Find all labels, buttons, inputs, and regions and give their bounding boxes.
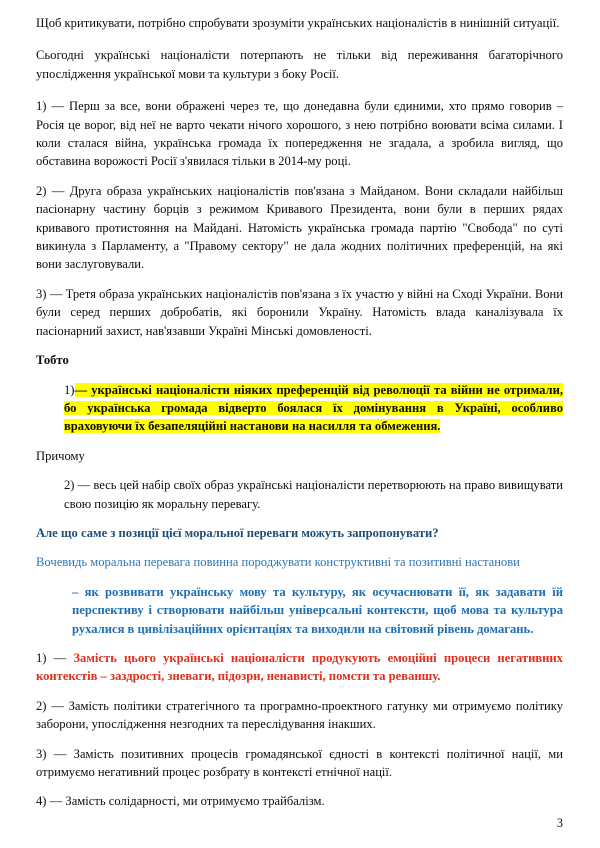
highlighted-statement <box>64 381 563 436</box>
red-statement-number: 1) — <box>36 650 74 665</box>
paragraph-item-2b: 2) — весь цей набір своїх образ українські націоналісти перетворюють на право вивищувати свою позицію як моральну перевагу. <box>64 478 563 511</box>
highlighted-statement-text: — українські націоналісти ніяких преференцій від революції та війни не отримали, бо українська громада відверто боялася їх домінування в Україні, особливо враховуючи їх безапеляційні настанови на насилля та обмеження. <box>64 382 563 434</box>
paragraph-final-2: 2) — Замість політики стратегічного та програмно-проектного гатунку ми отримуємо політику заборони, упослідження незгодних та переслідування інакших. <box>36 698 563 732</box>
highlighted-statement-number: 1) <box>64 382 75 397</box>
paragraph-final-4: 4) — Замість солідарності, ми отримуємо трайбалізм. <box>36 794 325 809</box>
blue-statement: Вочевидь моральна перевага повинна породжувати конструктивні та позитивні настанови <box>36 555 520 570</box>
red-statement-text: Замість цього українські націоналісти продукують емоційні процеси негативних контекстів – заздрості, зневаги, підозри, ненависті, помсти та реваншу. <box>36 650 563 684</box>
paragraph-item-3: 3) — Третя образа українських націоналістів пов'язана з їх участю у війні на Сході України. Вони були серед перших добробатів, які боронили Україну. Натомість влада каналізувала їх пасіонарний захист, нав'язавши Україні Мінські домовленості. <box>36 286 563 338</box>
page-number: 3 <box>556 816 563 830</box>
blue-indented-block: – як розвивати українську мову та культуру, як осучаснювати її, як задавати їй перспективу і створювати найбільш універсальні контексти, щоб мова та культура рухалися в цивілізаційних орієнтаціях та виходили на світовий рівень домагань. <box>72 584 563 636</box>
paragraph-item-1: 1) — Перш за все, вони ображені через те, що донедавна були єдиними, хто прямо говорив – Росія це ворог, від неї не варто чекати нічого хорошого, з нею потрібно воювати всіма силами. І коли сталася війна, українська громада їх попередження не згадала, а зробила вигляд, що обставина ворожості Росії з'явилася тільки в 2014-му році. <box>36 99 563 169</box>
blue-question: Але що саме з позиції цієї моральної переваги можуть запропонувати? <box>36 525 439 540</box>
paragraph-item-2: 2) — Друга образа українських націоналістів пов'язана з Майданом. Вони складали найбільш пасіонарну частину борців з режимом Кривавого Президента, вони були в перших рядах кривавого протистояння на Майдані. Натомість українська громада партію "Свобода" по суті викинула з Парламенту, а "Правому сектору" не дала жодних політичних преференцій, на які вони заслуговували. <box>36 183 563 272</box>
paragraph-today: Сьогодні українські націоналісти потерпають не тільки від переживання багаторічного упослідження української мови та культури з боку Росії. <box>36 48 563 81</box>
paragraph-final-3: 3) — Замість позитивних процесів громадянської єдності в контексті політичної нації, ми отримуємо негативний процес розбрату в контексті етнічної нації. <box>36 746 563 779</box>
label-tobto: Тобто <box>36 353 69 368</box>
red-statement <box>36 649 563 686</box>
label-prychomu: Причому <box>36 448 85 463</box>
paragraph-intro: Щоб критикувати, потрібно спробувати зрозуміти українських націоналістів в нинішній ситуації. <box>36 16 560 30</box>
